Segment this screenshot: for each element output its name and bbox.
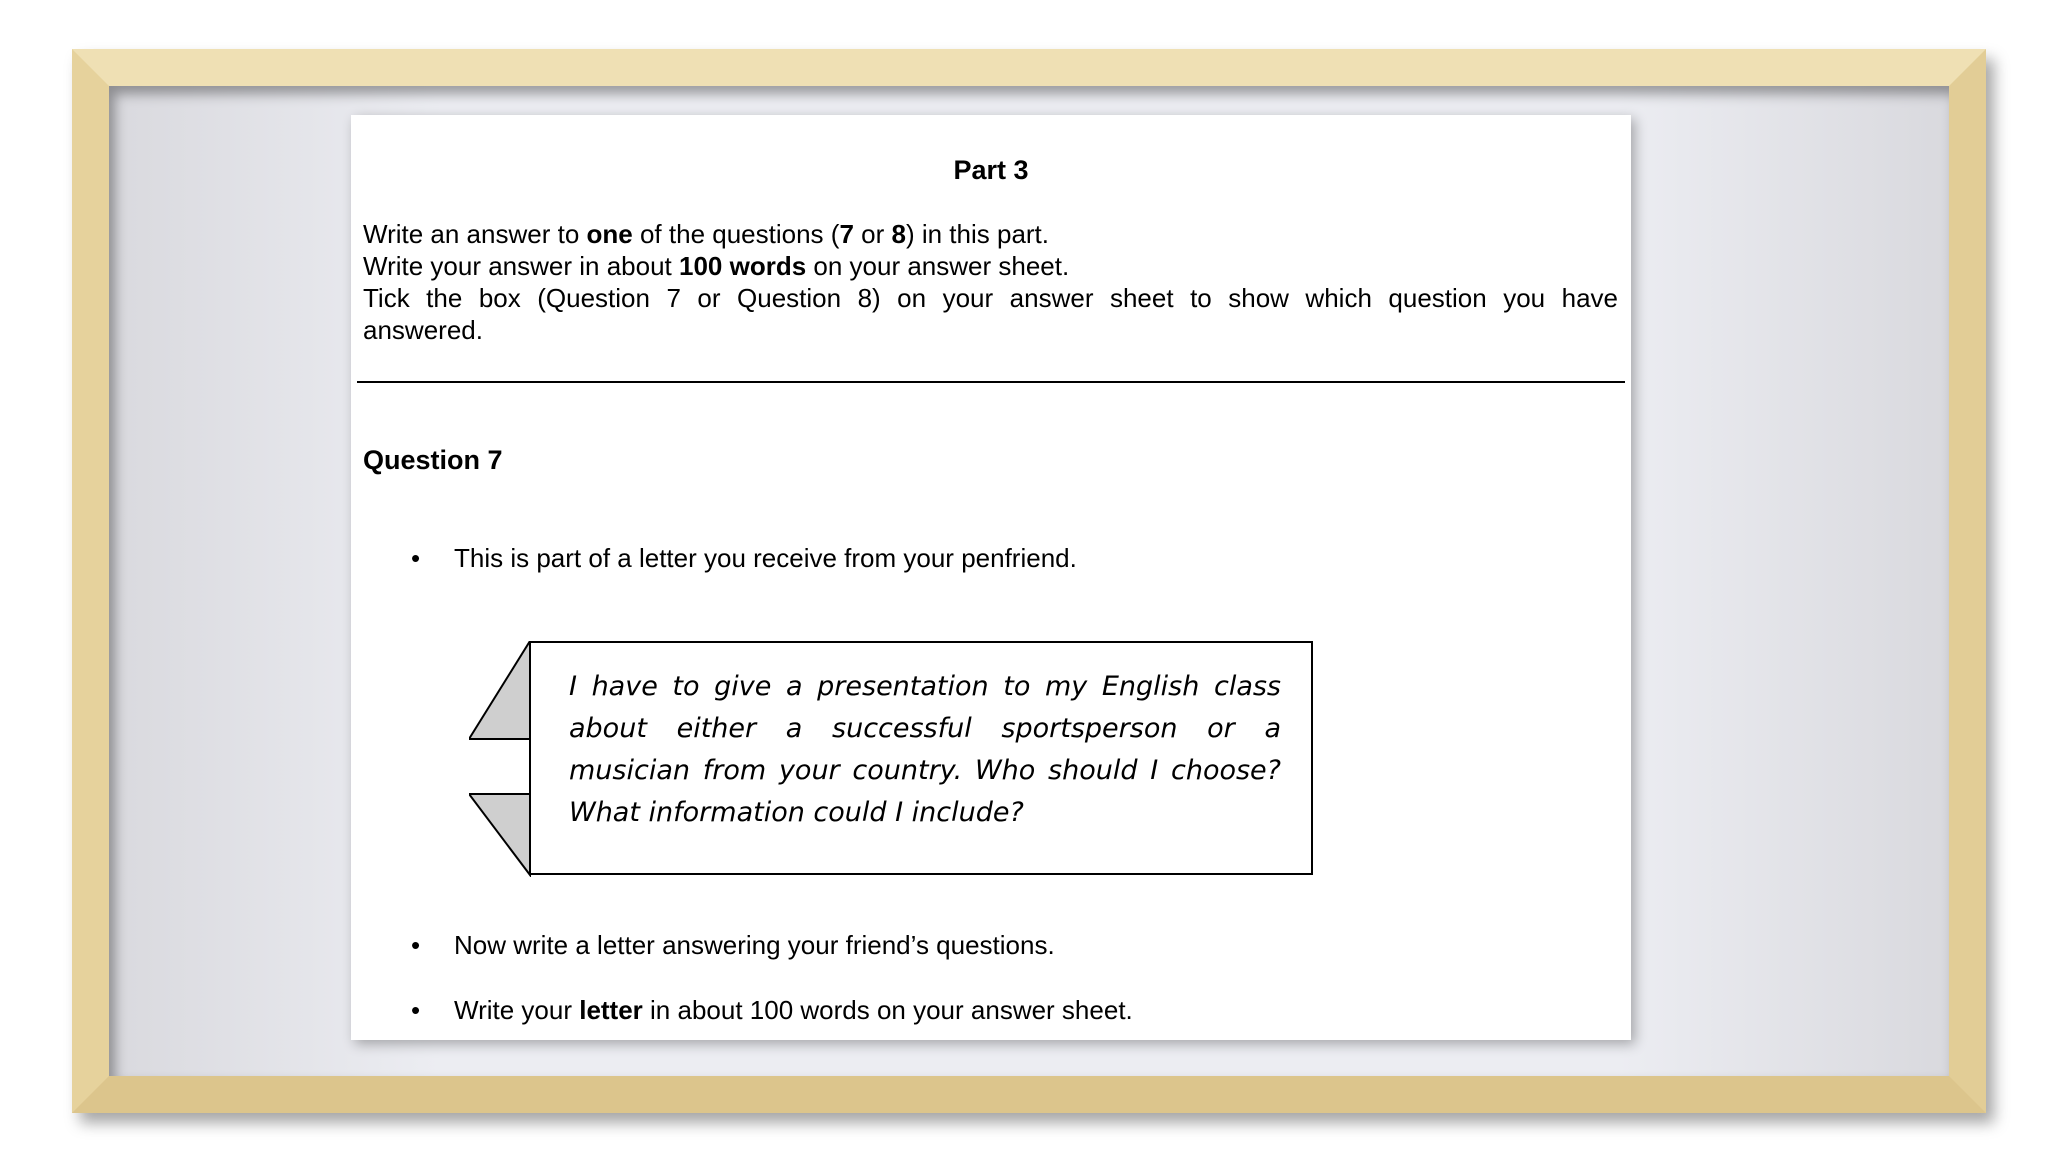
bullet-1-text: This is part of a letter you receive from your penfriend. — [454, 543, 1077, 573]
bullet-3-marker: • — [411, 995, 421, 1025]
part-title: Part 3 — [953, 155, 1029, 185]
bullet-2-text: Now write a letter answering your friend’s questions. — [454, 930, 1055, 960]
bullet-3-text: Write your letter in about 100 words on your answer sheet. — [454, 995, 1133, 1025]
instruction-line-2: Write your answer in about 100 words on your answer sheet. — [363, 251, 1070, 281]
bullet-2-marker: • — [411, 930, 421, 960]
bullet-1-marker: • — [411, 543, 421, 573]
letter-excerpt-text: I have to give a presentation to my English class about either a successful sportsperson or a musician from your country. Who should I choose? What information could I include? — [569, 671, 1281, 828]
exam-page — [351, 115, 1631, 1040]
section-divider — [357, 381, 1625, 383]
instructions — [363, 218, 1618, 346]
instruction-line-3: Tick the box (Question 7 or Question 8) on your answer sheet to show which question you have — [363, 283, 1618, 313]
instruction-line-1: Write an answer to one of the questions (7 or 8) in this part. — [363, 219, 1050, 249]
question-heading: Question 7 — [363, 445, 503, 475]
instruction-line-4: answered. — [363, 315, 483, 345]
letter-fold-icon — [469, 641, 533, 877]
